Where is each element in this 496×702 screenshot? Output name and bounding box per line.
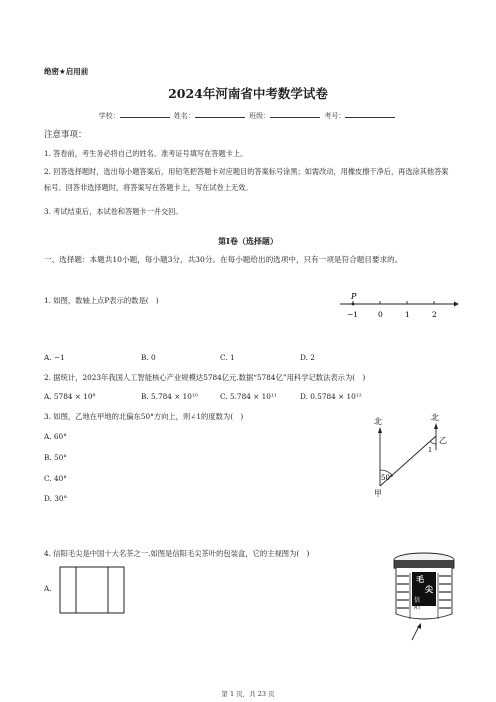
section-description: 一、选择题：本题共10小题，每小题3分，共30分。在每小题给出的选项中，只有一项是符合题目要求的。 [44,255,403,264]
q1-option-d: D. 2 [300,353,315,362]
angle-label-50: 50° [381,474,394,482]
page-footer: 第 1 页，共 23 页 [221,690,275,698]
q1-option-b: B. 0 [141,353,156,362]
class-label: 班级： [249,112,271,120]
box-text-jian: 尖 [425,584,433,594]
student-info-line [0,110,496,121]
north-label-2: 北 [431,413,439,422]
north-arrow-icon [434,423,438,429]
note-item-1: 1. 答卷前，考生务必将自己的姓名、准考证号填写在答题卡上。 [44,149,248,158]
confidential-mark: 绝密★启用前 [44,67,89,76]
id-label: 考号： [324,112,346,120]
q4-tea-box-figure [388,550,460,642]
q2-option-a: A. 5784 × 10⁸ [44,392,96,401]
q3-option-a: A. 60° [44,432,67,441]
box-text-yang: 阳 [414,604,421,611]
angle-arc-1 [430,441,436,444]
q3-option-c: C. 40° [44,474,67,483]
section-title: 第I卷（选择题） [218,236,278,246]
q2-option-c: C. 5.784 × 10¹¹ [220,392,277,401]
place-label-yi: 乙 [439,436,447,445]
q2-stem: 2. 据统计，2023年我国人工智能核心产业规模达5784亿元.数据“5784亿”用科学记数法表示为( ) [44,373,366,382]
north-label-1: 北 [374,417,382,426]
angle-label-1: 1 [428,446,433,454]
school-blank [120,110,170,118]
q4-option-a-figure [59,566,125,614]
q4-stem: 4. 信阳毛尖是中国十大名茶之一.如图是信阳毛尖茶叶的包装盒，它的主视图为( ) [44,549,310,558]
q1-stem: 1. 如图，数轴上点P表示的数是( ) [44,296,159,305]
notes-heading: 注意事项： [44,130,87,140]
north-arrow-icon [378,427,382,433]
box-text-mao: 毛 [416,574,424,584]
point-p-dot [352,303,355,306]
front-view-outline [60,567,124,613]
arrow-icon [454,302,459,307]
name-blank [195,110,245,118]
note-item-3: 3. 考试结束后，本试卷和答题卡一并交回。 [44,207,183,216]
q2-option-d: D. 0.5784 × 10¹² [300,392,362,401]
q1-number-line-figure [336,290,460,322]
box-text-xin: 信 [414,597,421,604]
q3-option-b: B. 50° [44,453,67,462]
tick-label-0: 0 [378,310,383,319]
q3-direction-figure [370,412,460,500]
q1-option-c: C. 1 [220,353,235,362]
tick-label-neg1: −1 [347,310,359,319]
point-p-label: P [351,292,357,301]
q3-option-d: D. 30° [44,494,68,503]
tick-label-2: 2 [432,310,437,319]
q3-stem: 3. 如图，乙地在甲地的北偏东50°方向上，则∠1的度数为( ) [44,412,244,421]
place-label-jia: 甲 [374,489,382,498]
exam-title: 2024年河南省中考数学试卷 [168,86,328,101]
id-blank [345,110,395,118]
school-label: 学校： [98,112,120,120]
tick-label-1: 1 [405,310,410,319]
class-blank [270,110,320,118]
q1-option-a: A. −1 [44,353,65,362]
q4-option-a-label: A. [44,584,52,593]
note-item-2: 2. 回答选择题时，选出每小题答案后，用铅笔把答题卡对应题目的答案标号涂黑；如需改动，用橡皮擦干净后，再选涂其他答案标号。回答非选择题时，将答案写在答题卡上，写在试卷上无效。 [44,167,449,192]
name-label: 姓名： [173,112,195,120]
view-direction-line [412,626,419,640]
q2-option-b: B. 5.784 × 10¹⁰ [141,392,198,401]
